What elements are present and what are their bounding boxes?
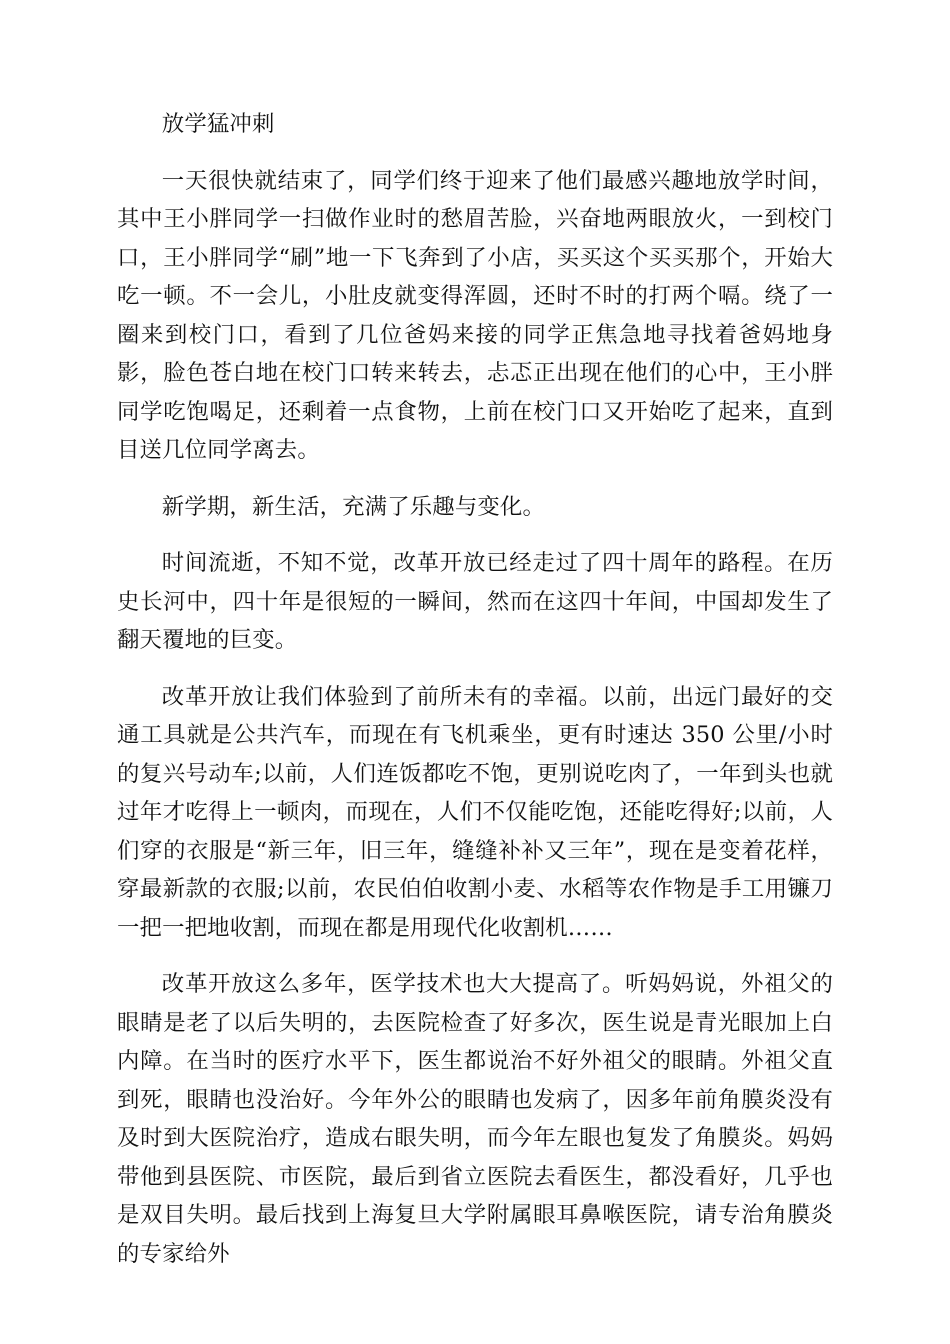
paragraph-new-semester: 新学期，新生活，充满了乐趣与变化。 [161, 493, 545, 520]
paragraph-reform-intro: 时间流逝，不知不觉，改革开放已经走过了四十周年的路程。在历史长河中，四十年是很短的一瞬间，然而在这四十年间，中国却发生了翻天覆地的巨变。 [117, 550, 833, 653]
paragraph-reform-happiness: 改革开放让我们体验到了前所未有的幸福。以前，出远门最好的交通工具就是公共汽车，而现在有飞机乘坐，更有时速达 350 公里/小时的复兴号动车;以前，人们连饭都吃不饱，更别说吃肉了，一年到头也就过年才吃得上一顿肉，而现在，人们不仅能吃饱，还能吃得好;以前，人们穿的衣服是“新三年，旧三年，缝缝补补又三年”，现在是变着花样，穿最新款的衣服;以前，农民伯伯收割小麦、水稻等农作物是手工用镰刀一把一把地收割，而现在都是用现代化收割机…… [117, 683, 833, 941]
essay-title: 放学猛冲刺 [161, 111, 275, 137]
paragraph-after-school: 一天很快就结束了，同学们终于迎来了他们最感兴趣地放学时间，其中王小胖同学一扫做作业时的愁眉苦脸，兴奋地两眼放火，一到校门口，王小胖同学“刷”地一下飞奔到了小店，买买这个买买那个，开始大吃一顿。不一会儿，小肚皮就变得浑圆，还时不时的打两个嗝。绕了一圈来到校门口，看到了几位爸妈来接的同学正焦急地寻找着爸妈地身影，脸色苍白地在校门口转来转去，忐忑正出现在他们的心中，王小胖同学吃饱喝足，还剩着一点食物，上前在校门口又开始吃了起来，直到目送几位同学离去。 [117, 167, 833, 463]
document-page [117, 105, 833, 1273]
paragraph-medical-progress: 改革开放这么多年，医学技术也大大提高了。听妈妈说，外祖父的眼睛是老了以后失明的，去医院检查了好多次，医生说是青光眼加上白内障。在当时的医疗水平下，医生都说治不好外祖父的眼睛。外祖父直到死，眼睛也没治好。今年外公的眼睛也发病了，因多年前角膜炎没有及时到大医院治疗，造成右眼失明，而今年左眼也复发了角膜炎。妈妈带他到县医院、市医院，最后到省立医院去看医生，都没看好，几乎也是双目失明。最后找到上海复旦大学附属眼耳鼻喉医院，请专治角膜炎的专家给外 [117, 971, 833, 1267]
